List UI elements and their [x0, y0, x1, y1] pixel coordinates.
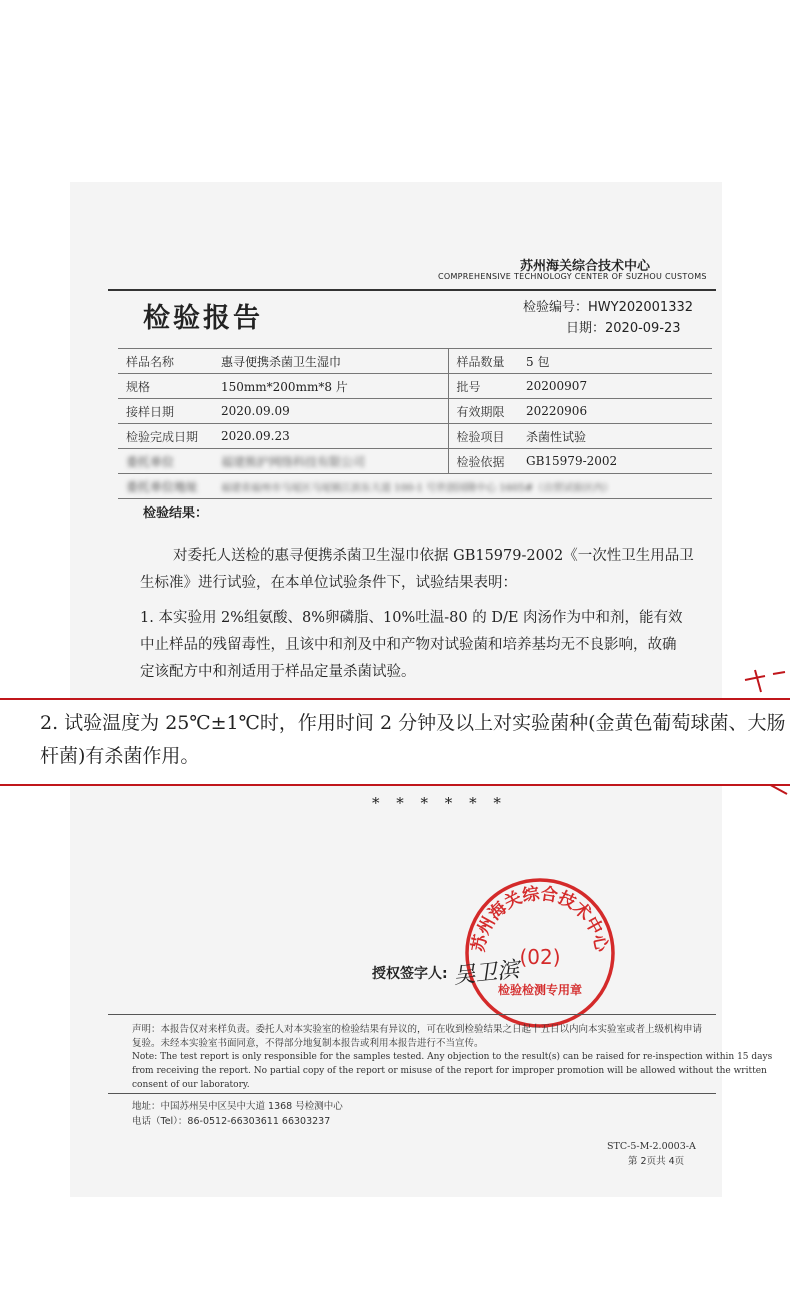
- expiry-label: 有效期限: [448, 399, 518, 424]
- signer-label: 授权签字人:: [372, 966, 448, 982]
- sample-name-label: 样品名称: [118, 349, 213, 374]
- seal-bottom-text: 检验检测专用章: [497, 983, 583, 997]
- disclaimer-en-line-3: consent of our laboratory.: [132, 1080, 250, 1090]
- end-marker: * * * * * *: [372, 794, 507, 812]
- result-item-1-line-3: 定该配方中和剂适用于样品定量杀菌试验。: [140, 664, 416, 680]
- test-item-value: 杀菌性试验: [518, 424, 712, 449]
- disclaimer-top-rule: [108, 1014, 716, 1015]
- highlight-band: [0, 698, 790, 786]
- report-date: 日期：2020-09-23: [566, 321, 681, 336]
- batch-label: 批号: [448, 374, 518, 399]
- disclaimer-cn-line-1: 声明：本报告仅对来样负责。委托人对本实验室的检验结果有异议的，可在收到检验结果之日起十五日以内向本实验室或者上级机构申请: [132, 1024, 703, 1035]
- table-row: [118, 374, 712, 399]
- quantity-value: 5 包: [518, 349, 712, 374]
- official-seal: [463, 876, 617, 1030]
- table-row: [118, 474, 712, 499]
- page-title: 检验报告: [143, 303, 263, 334]
- form-number: STC-5-M-2.0003-A: [607, 1141, 696, 1152]
- disclaimer-en-line-2: from receiving the report. No partial copy of the report or misuse of the report for improper promotion will be allowed without the written: [132, 1066, 767, 1076]
- table-row: [118, 449, 712, 474]
- result-item-1-line-1: 1. 本实验用 2%组氨酸、8%卵磷脂、10%吐温-80 的 D/E 肉汤作为中和剂，能有效: [140, 610, 683, 626]
- result-item-1-line-2: 中止样品的残留毒性，且该中和剂及中和产物对试验菌和培养基均无不良影响，故确: [140, 637, 677, 653]
- result-heading: 检验结果：: [143, 506, 209, 521]
- disclaimer-bottom-rule: [108, 1093, 716, 1094]
- page-indicator: 第 2页共 4页: [628, 1156, 685, 1167]
- expiry-value: 20220906: [518, 399, 712, 424]
- batch-value: 20200907: [518, 374, 712, 399]
- result-item-2: 2. 试验温度为 25℃±1℃时，作用时间 2 分钟及以上对实验菌种(金黄色葡萄球菌、大肠杆菌)有杀菌作用。: [40, 712, 786, 767]
- seal-center-text: (02): [519, 945, 561, 969]
- disclaimer-cn-line-2: 复验。未经本实验室书面同意，不得部分地复制本报告或利用本报告进行不当宣传。: [132, 1038, 484, 1049]
- footer-address: 地址：中国苏州吴中区吴中大道 1368 号检测中心: [132, 1101, 343, 1112]
- client-value: 福建熊护网络科技有限公司: [213, 449, 448, 474]
- handwritten-signature: 吴卫滨: [452, 957, 521, 990]
- table-row: [118, 349, 712, 374]
- sample-name-value: 惠寻便携杀菌卫生湿巾: [213, 349, 448, 374]
- result-intro-line-1: 对委托人送检的惠寻便携杀菌卫生湿巾依据 GB15979-2002《一次性卫生用品卫: [173, 548, 694, 564]
- test-basis-value: GB15979-2002: [518, 449, 712, 474]
- spec-label: 规格: [118, 374, 213, 399]
- spec-value: 150mm*200mm*8 片: [213, 374, 448, 399]
- header-rule: [108, 289, 716, 291]
- result-item-1: [140, 605, 700, 686]
- result-intro-line-2: 生标准》进行试验，在本单位试验条件下，试验结果表明：: [140, 575, 517, 591]
- receive-date-label: 接样日期: [118, 399, 213, 424]
- receive-date-value: 2020.09.09: [213, 399, 448, 424]
- test-basis-label: 检验依据: [448, 449, 518, 474]
- sample-info-table: [118, 348, 712, 499]
- client-address-label: 委托单位地址: [118, 474, 213, 499]
- org-name-cn: 苏州海关综合技术中心: [520, 259, 651, 274]
- test-item-label: 检验项目: [448, 424, 518, 449]
- result-intro: [140, 543, 700, 597]
- report-number: 检验编号：HWY202001332: [523, 300, 694, 315]
- quantity-label: 样品数量: [448, 349, 518, 374]
- footer-phone: 电话（Tel）：86-0512-66303611 66303237: [132, 1116, 331, 1127]
- client-address-value: 福建省福州市马尾区马尾镇江滨东大道 100-1 号世创国隆中心 1605#（自贸试验区内）: [213, 474, 712, 499]
- completion-date-value: 2020.09.23: [213, 424, 448, 449]
- org-name-en: COMPREHENSIVE TECHNOLOGY CENTER OF SUZHOU CUSTOMS: [438, 272, 707, 281]
- seal-arc-text: 苏州海关综合技术中心: [468, 883, 612, 954]
- table-row: [118, 399, 712, 424]
- table-row: [118, 424, 712, 449]
- disclaimer-en-line-1: Note: The test report is only responsible for the samples tested. Any objection to the result(s) can be raised for re-inspection within 15 days: [132, 1052, 773, 1062]
- completion-date-label: 检验完成日期: [118, 424, 213, 449]
- client-label: 委托单位: [118, 449, 213, 474]
